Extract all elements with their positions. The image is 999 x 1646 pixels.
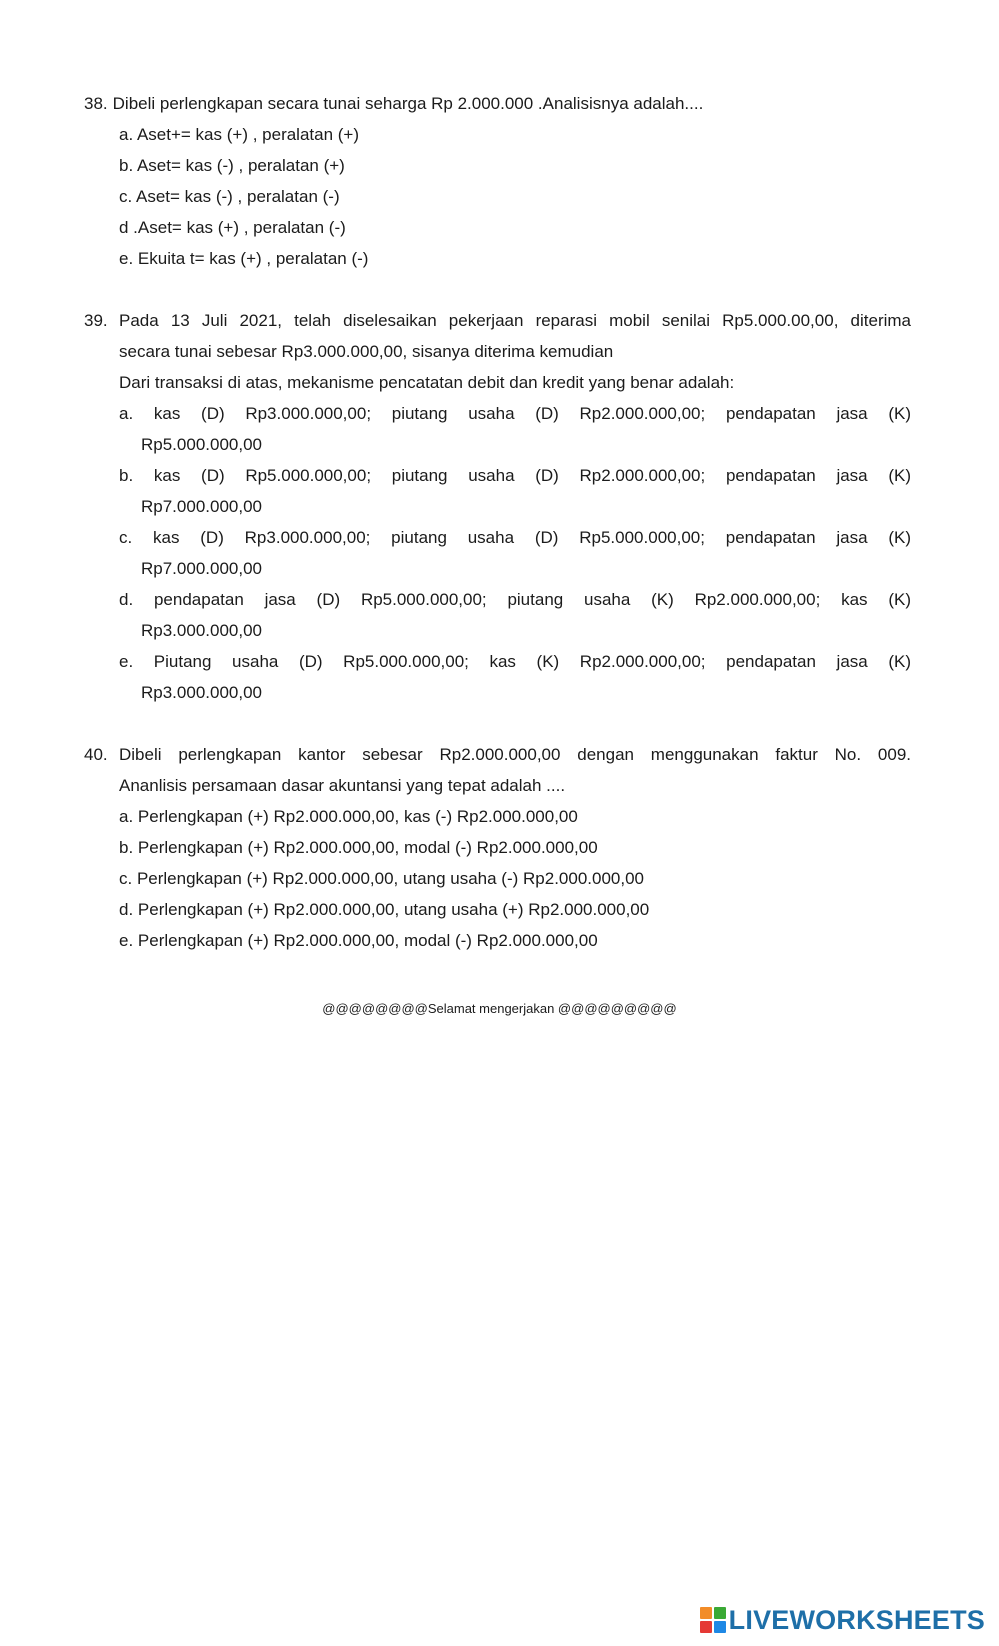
closing-message: @@@@@@@@Selamat mengerjakan @@@@@@@@@ [322,1001,677,1016]
question-39 [84,305,911,708]
option-text-continued: Rp7.000.000,00 [141,497,262,516]
option-e[interactable]: e. Ekuita t= kas (+) , peralatan (-) [119,249,369,268]
option-e[interactable]: e. Perlengkapan (+) Rp2.000.000,00, modal (-) Rp2.000.000,00 [119,931,598,950]
question-number: 38. [84,94,108,113]
question-38 [84,88,911,274]
option-d[interactable]: d. Perlengkapan (+) Rp2.000.000,00, utang usaha (+) Rp2.000.000,00 [119,900,650,919]
option-text: e. Piutang usaha (D) Rp5.000.000,00; kas (K) Rp2.000.000,00; pendapatan jasa (K) [119,652,911,671]
logo-text: LIVEWORKSHEETS [728,1604,985,1635]
option-b[interactable] [84,460,911,522]
question-number: 40. [84,745,108,764]
option-a[interactable]: a. Perlengkapan (+) Rp2.000.000,00, kas (-) Rp2.000.000,00 [119,807,578,826]
question-stem: Dibeli perlengkapan kantor sebesar Rp2.000.000,00 dengan menggunakan faktur No. 009. [119,745,911,764]
question-40-stem-line-1 [84,739,911,770]
option-a[interactable] [84,398,911,460]
option-d[interactable] [84,584,911,646]
logo-mark-i [714,1607,726,1619]
question-instruction: Dari transaksi di atas, mekanisme pencatatan debit dan kredit yang benar adalah: [119,373,735,392]
option-c[interactable]: c. Perlengkapan (+) Rp2.000.000,00, utang usaha (-) Rp2.000.000,00 [119,869,644,888]
option-e[interactable] [84,646,911,708]
question-number: 39. [84,311,108,330]
question-stem-continued: Ananlisis persamaan dasar akuntansi yang tepat adalah .... [119,776,566,795]
option-b[interactable]: b. Perlengkapan (+) Rp2.000.000,00, modal (-) Rp2.000.000,00 [119,838,598,857]
option-text-continued: Rp7.000.000,00 [141,559,262,578]
option-text: c. kas (D) Rp3.000.000,00; piutang usaha (D) Rp5.000.000,00; pendapatan jasa (K) [119,528,911,547]
question-40 [84,739,911,956]
question-stem: Dibeli perlengkapan secara tunai seharga Rp 2.000.000 .Analisisnya adalah.... [112,94,704,113]
option-text-continued: Rp3.000.000,00 [141,621,262,640]
option-text: d. pendapatan jasa (D) Rp5.000.000,00; piutang usaha (K) Rp2.000.000,00; kas (K) [119,590,911,609]
logo-mark-e [714,1621,726,1633]
logo-mark-v [700,1621,712,1633]
logo-mark-l [700,1607,712,1619]
question-stem: Pada 13 Juli 2021, telah diselesaikan pekerjaan reparasi mobil senilai Rp5.000.00,00, diterima [119,311,911,330]
option-text: b. kas (D) Rp5.000.000,00; piutang usaha (D) Rp2.000.000,00; pendapatan jasa (K) [119,466,911,485]
option-text-continued: Rp3.000.000,00 [141,683,262,702]
option-d[interactable]: d .Aset= kas (+) , peralatan (-) [119,218,346,237]
option-c[interactable]: c. Aset= kas (-) , peralatan (-) [119,187,340,206]
option-a[interactable]: a. Aset+= kas (+) , peralatan (+) [119,125,360,144]
question-stem-continued: secara tunai sebesar Rp3.000.000,00, sisanya diterima kemudian [119,342,614,361]
option-b[interactable]: b. Aset= kas (-) , peralatan (+) [119,156,345,175]
question-38-stem-line [84,88,911,119]
liveworksheets-logo[interactable] [700,1603,985,1637]
question-39-stem-line-1 [84,305,911,336]
option-text: a. kas (D) Rp3.000.000,00; piutang usaha (D) Rp2.000.000,00; pendapatan jasa (K) [119,404,911,423]
option-text-continued: Rp5.000.000,00 [141,435,262,454]
liveworksheets-logo-icon [700,1607,726,1633]
option-c[interactable] [84,522,911,584]
